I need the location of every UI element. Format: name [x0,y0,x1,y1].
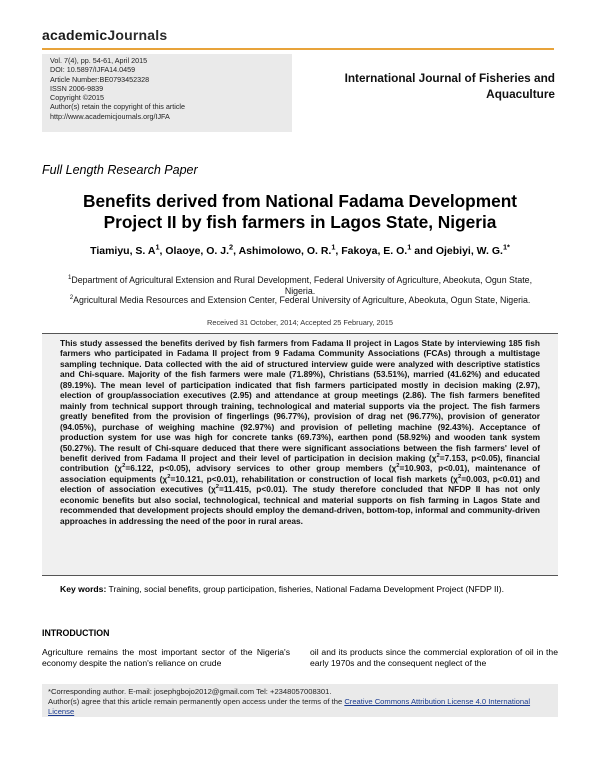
journal-name: International Journal of Fisheries and Aquaculture [344,71,555,101]
abstract-box: This study assessed the benefits derived by fish farmers from Fadama II project in Lagos State by interviewing 185 fish farmers who participated in Fadama II project from 9 Fadama Community Associations (FCAs) through a multistage sampling technique. Data collected with the aid of structured interview guide were analyzed with descriptive statistics and Chi-square. Majority of the fish farmers were male (71.89%), Christians (53.51%), married (41.62%) and educated (89.19%). The mean level of participation indicated that fish farmers participated mostly in decision making (2.97), election of group/association executives (2.95) and attendance at group meetings (2.86). The fish farmers benefited mainly from technical support through training, technological and material supports via the project. The fish farmers greatly benefited from the provision of fingerlings (96.77%), provision of drag net (96.77%), provision of generator (94.05%), purchase of weighing machine (92.97%) and provision of pelleting machine (92.43%). Acceptance of production system for use was high for concrete tanks (69.73%), earthen pond (58.92%) and wooden tank system (50.27%). The result of Chi-square deduced that there were significant associations between the fish farmers' level of benefit derived from Fadama II project and their level of participation in decision making ($\chi^2=7.153$, p<0.05), financial contribution ($\chi^2=6.122$, p<0.05), advisory services to other group members ($\chi^2=10.903$, p<0.01), maintenance of association equipments ($\chi^2=10.121$, p<0.01), rehabilitation or construction of local fish markets ($\chi^2=0.003$, p<0.01) and election of association executives ($\chi^2=11.415$, p<0.01). The study therefore concluded that NFDP II has not only economic benefits but also social, technological, technical and material supports on fish farming in Lagos State and recommended that development projects should employ the demand-driven, bottom-top, informal and community-driven approaches in addressing the need of the poor in rural areas. [42,333,558,576]
paper-type: Full Length Research Paper [42,163,198,177]
received-dates: Received 31 October, 2014; Accepted 25 February, 2015 [207,318,393,327]
meta-rights: Author(s) retain the copyright of this article [50,102,186,112]
author-name: Ashimolowo, O. R. [238,245,332,257]
meta-doi: DOI: 10.5897/IJFA14.0459 [50,65,136,75]
keywords-label: Key words: [60,584,107,594]
meta-issn: ISSN 2006-9839 [50,83,104,93]
header-rule [42,48,554,50]
meta-volume: Vol. 7(4), pp. 54-61, April 2015 [50,56,148,65]
author-name: Ojebiyi, W. G. [435,245,503,257]
corresponding-author: *Corresponding author. E-mail: josephgbojo2012@gmail.com Tel: +2348057008301. [48,687,332,696]
affiliation-1: $^1$Department of Agricultural Extension and Rural Development, Federal University of Agriculture, Abeokuta, Ogun State, Nigeria. [67,274,533,296]
meta-url[interactable]: http://www.academicjournals.org/IJFA [50,111,170,121]
author-name: Fakoya, E. O. [341,245,408,257]
paper-title: Benefits derived from National Fadama Development Project II by fish farmers in Lagos State, Nigeria [82,191,518,232]
publisher-logo: academicJournals [42,27,168,43]
meta-article-number: Article Number:BE0793452328 [50,74,150,84]
section-heading-introduction: INTRODUCTION [42,628,110,638]
intro-column-left: Agriculture remains the most important sector of the Nigeria's economy despite the nation's reliance on crude [42,647,290,668]
affiliation-2: $^2$Agricultural Media Resources and Extension Center, Federal University of Agriculture, Abeokuta, Ogun State, Nigeria. [69,294,531,305]
license-note: Author(s) agree that this article remain permanently open access under the terms of the Creative Commons Attribution License 4.0 International License [48,697,531,716]
meta-copyright: Copyright ©2015 [50,93,105,103]
author-list: Tiamiyu, S. $A^1$, Olaoye, O. J.$^2$, Ashimolowo, O. R.$^1$, Fakoya, E. O.$^1$ and Ojebiyi, W. G.$^{1*}$ [90,242,510,257]
author-name: Olaoye, O. J. [165,245,230,257]
keywords: Key words: Training, social benefits, group participation, fisheries, National Fadama Development Project (NFDP II). [60,584,505,594]
author-name: Tiamiyu, S. A [90,245,156,257]
intro-column-right: oil and its products since the commercial exploration of oil in the early 1970s and the consequent neglect of the [310,647,558,668]
article-meta-box [42,54,292,132]
license-link[interactable]: Creative Commons Attribution License 4.0 International License [48,697,531,716]
footnote-box [42,684,558,717]
